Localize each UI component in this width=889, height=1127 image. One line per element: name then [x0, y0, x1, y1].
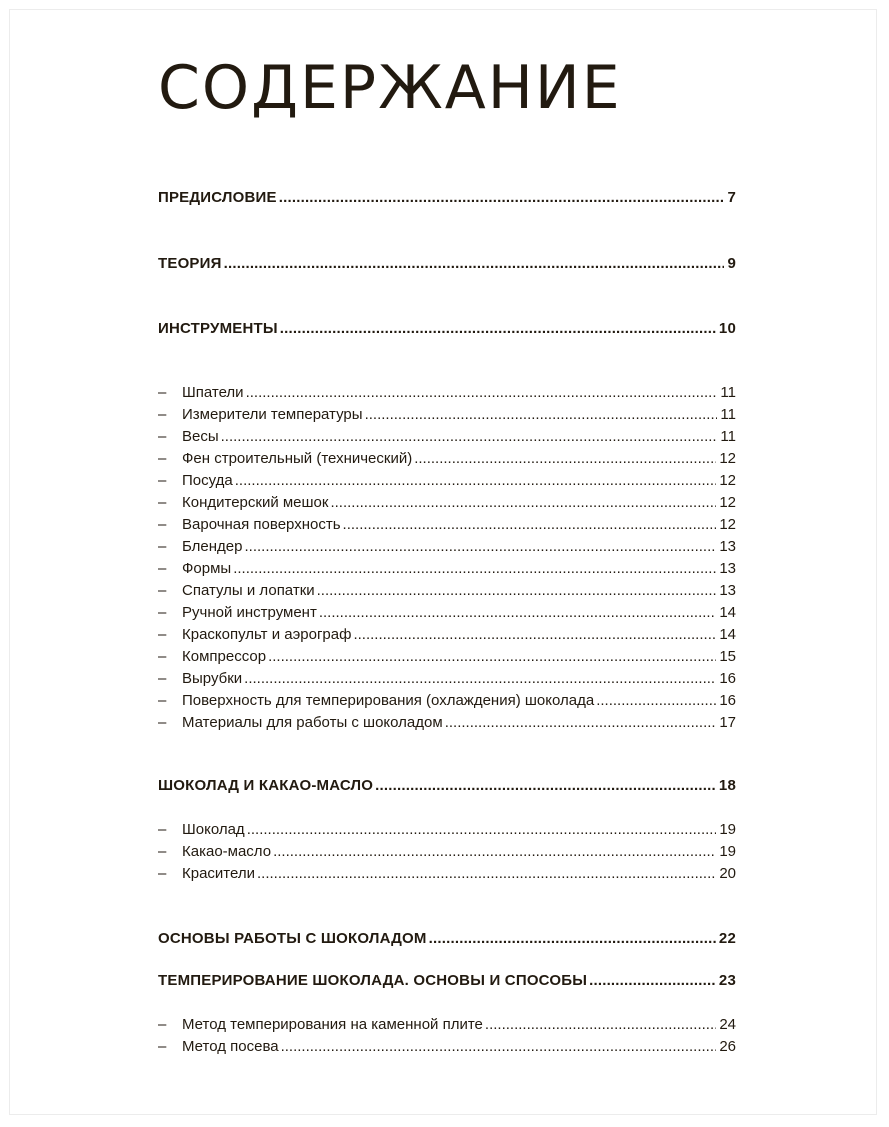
toc-page-number: 12 [719, 494, 736, 511]
toc-page-number: 14 [719, 626, 736, 643]
toc-page-number: 20 [719, 865, 736, 882]
toc-subentry[interactable] [158, 406, 736, 423]
toc-subentry-label: Весы [182, 428, 219, 445]
leader-dots [365, 406, 718, 423]
list-dash: – [158, 648, 167, 665]
page-title: СОДЕРЖАНИЕ [158, 53, 622, 123]
leader-dots [445, 714, 717, 731]
toc-subentry-label: Посуда [182, 472, 233, 489]
toc-page-number: 24 [719, 1016, 736, 1033]
leader-dots [257, 865, 716, 882]
toc-entry-tempering[interactable] [158, 972, 736, 989]
toc-subentry-label: Шпатели [182, 384, 244, 401]
leader-dots [485, 1016, 716, 1033]
toc-page-number: 10 [718, 320, 736, 337]
toc-subentry-label: Метод посева [182, 1038, 279, 1055]
toc-subentry-label: Материалы для работы с шоколадом [182, 714, 443, 731]
leader-dots [343, 516, 717, 533]
toc-subentry-label: Красители [182, 865, 255, 882]
list-dash: – [158, 1016, 167, 1033]
list-dash: – [158, 692, 167, 709]
toc-subentry[interactable] [158, 560, 736, 577]
toc-entry-label: ТЕОРИЯ [158, 255, 222, 272]
toc-entry-preface[interactable] [158, 189, 736, 206]
toc-subentry-label: Формы [182, 560, 232, 577]
leader-dots [221, 428, 718, 445]
list-dash: – [158, 626, 167, 643]
toc-entry-basics[interactable] [158, 930, 736, 947]
list-dash: – [158, 821, 167, 838]
toc-subentry[interactable] [158, 1038, 736, 1055]
list-dash: – [158, 538, 167, 555]
toc-subentry[interactable] [158, 648, 736, 665]
leader-dots [235, 472, 717, 489]
leader-dots [414, 450, 716, 467]
leader-dots [353, 626, 716, 643]
toc-page-number: 15 [719, 648, 736, 665]
toc-page-number: 7 [727, 189, 736, 206]
toc-subentry[interactable] [158, 1016, 736, 1033]
leader-dots [281, 1038, 717, 1055]
list-dash: – [158, 1038, 167, 1055]
toc-page-number: 11 [720, 406, 736, 423]
toc-page-number: 19 [719, 843, 736, 860]
toc-entry-label: ПРЕДИСЛОВИЕ [158, 189, 277, 206]
toc-subentry[interactable] [158, 582, 736, 599]
toc-subentry-label: Вырубки [182, 670, 243, 687]
list-dash: – [158, 472, 167, 489]
list-dash: – [158, 560, 167, 577]
toc-entry-theory[interactable] [158, 255, 736, 272]
toc-page-number: 13 [719, 538, 736, 555]
toc-page-number: 11 [720, 428, 736, 445]
toc-subentry-label: Поверхность для темперирования (охлаждения) шоколада [182, 692, 595, 709]
toc-page-number: 11 [720, 384, 736, 401]
toc-page-number: 23 [718, 972, 736, 989]
toc-entry-label: ОСНОВЫ РАБОТЫ С ШОКОЛАДОМ [158, 930, 427, 947]
toc-entry-tools[interactable] [158, 320, 736, 337]
toc-subentry[interactable] [158, 384, 736, 401]
toc-subentry[interactable] [158, 494, 736, 511]
toc-subentry[interactable] [158, 670, 736, 687]
toc-page-number: 12 [719, 472, 736, 489]
toc-subentry-label: Кондитерский мешок [182, 494, 329, 511]
toc-page-number: 22 [718, 930, 736, 947]
toc-page-number: 16 [719, 670, 736, 687]
leader-dots [268, 648, 716, 665]
toc-subentry-label: Ручной инструмент [182, 604, 317, 621]
toc-subentry[interactable] [158, 604, 736, 621]
toc-subentry-label: Краскопульт и аэрограф [182, 626, 352, 643]
list-dash: – [158, 604, 167, 621]
toc-subentry[interactable] [158, 516, 736, 533]
toc-entry-label: ТЕМПЕРИРОВАНИЕ ШОКОЛАДА. ОСНОВЫ И СПОСОБЫ [158, 972, 588, 989]
toc-subentry-label: Шоколад [182, 821, 245, 838]
list-dash: – [158, 406, 167, 423]
list-dash: – [158, 843, 167, 860]
toc-subentry-label: Какао-масло [182, 843, 272, 860]
toc-page-number: 9 [727, 255, 736, 272]
leader-dots [596, 692, 716, 709]
toc-subentry-label: Фен строительный (технический) [182, 450, 413, 467]
toc-subentry[interactable] [158, 843, 736, 860]
leader-dots [330, 494, 716, 511]
toc-subentry[interactable] [158, 450, 736, 467]
toc-page-number: 12 [719, 516, 736, 533]
toc-subentry-label: Варочная поверхность [182, 516, 341, 533]
toc-subentry-label: Блендер [182, 538, 243, 555]
list-dash: – [158, 494, 167, 511]
toc-entry-label: ИНСТРУМЕНТЫ [158, 320, 278, 337]
leader-dots [589, 972, 716, 989]
toc-subentry-label: Метод темперирования на каменной плите [182, 1016, 483, 1033]
list-dash: – [158, 384, 167, 401]
toc-subentry[interactable] [158, 538, 736, 555]
list-dash: – [158, 428, 167, 445]
toc-subentry[interactable] [158, 472, 736, 489]
leader-dots [279, 189, 725, 206]
toc-subentry[interactable] [158, 865, 736, 882]
toc-subentry[interactable] [158, 626, 736, 643]
leader-dots [375, 777, 716, 794]
toc-page-number: 19 [719, 821, 736, 838]
toc-subentry-label: Компрессор [182, 648, 267, 665]
leader-dots [246, 384, 718, 401]
toc-page-number: 26 [719, 1038, 736, 1055]
list-dash: – [158, 582, 167, 599]
leader-dots [273, 843, 716, 860]
toc-subentry[interactable] [158, 692, 736, 709]
toc-subentry-label: Измерители температуры [182, 406, 363, 423]
leader-dots [245, 538, 717, 555]
toc-page-number: 17 [719, 714, 736, 731]
leader-dots [247, 821, 717, 838]
toc-subentry-label: Спатулы и лопатки [182, 582, 315, 599]
leader-dots [429, 930, 716, 947]
leader-dots [244, 670, 716, 687]
toc-page-number: 16 [719, 692, 736, 709]
toc-subentry[interactable] [158, 428, 736, 445]
toc-subentry[interactable] [158, 714, 736, 731]
leader-dots [233, 560, 716, 577]
toc-page-number: 12 [719, 450, 736, 467]
toc-entry-chocolate[interactable] [158, 777, 736, 794]
leader-dots [317, 582, 717, 599]
toc-entry-label: ШОКОЛАД И КАКАО-МАСЛО [158, 777, 374, 794]
toc-page-number: 13 [719, 560, 736, 577]
leader-dots [280, 320, 716, 337]
toc-page-number: 14 [719, 604, 736, 621]
leader-dots [224, 255, 725, 272]
toc-page-number: 13 [719, 582, 736, 599]
list-dash: – [158, 865, 167, 882]
toc-subentry[interactable] [158, 821, 736, 838]
list-dash: – [158, 450, 167, 467]
list-dash: – [158, 516, 167, 533]
leader-dots [319, 604, 716, 621]
list-dash: – [158, 714, 167, 731]
list-dash: – [158, 670, 167, 687]
toc-page-number: 18 [718, 777, 736, 794]
